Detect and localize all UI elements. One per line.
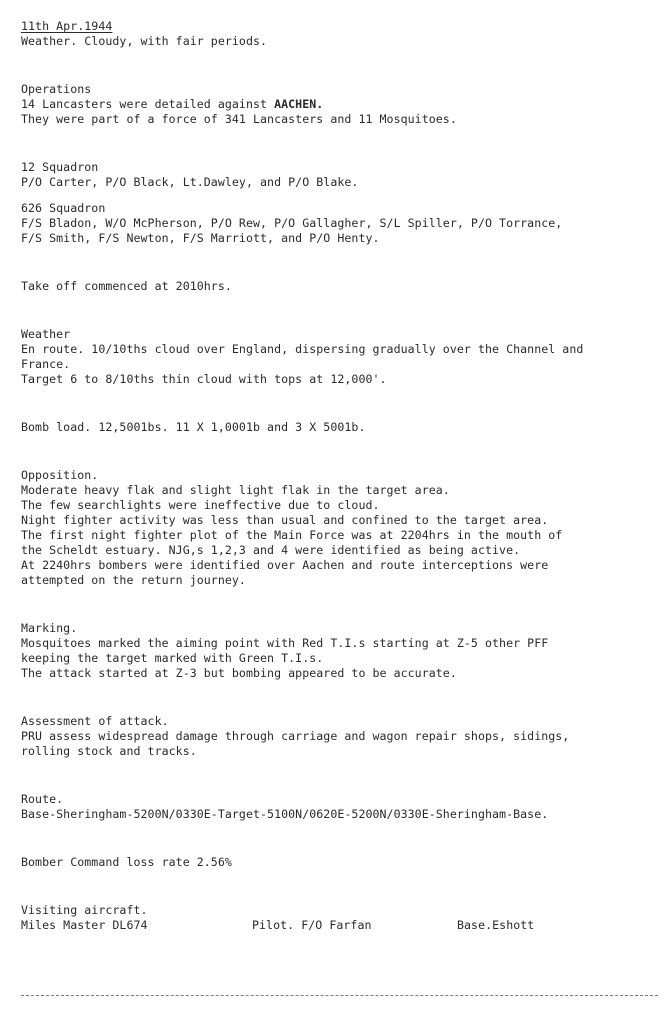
marking-section xyxy=(21,621,661,681)
opposition-line: At 2240hrs bombers were identified over Aachen and route interceptions were xyxy=(21,558,549,572)
squadron-626-section xyxy=(21,201,661,246)
assessment-line: rolling stock and tracks. xyxy=(21,744,197,758)
squadron-12-heading: 12 Squadron xyxy=(21,160,99,174)
route-heading: Route. xyxy=(21,792,64,806)
squadron-626-crews-1: F/S Bladon, W/O McPherson, P/O Rew, P/O Gallagher, S/L Spiller, P/O Torrance, xyxy=(21,216,563,230)
visiting-pilot: Pilot. F/O Farfan xyxy=(252,918,372,932)
operations-detail xyxy=(21,97,661,112)
route-section xyxy=(21,792,661,822)
bomb-load: Bomb load. 12,5001bs. 11 X 1,0001b and 3 X 5001b. xyxy=(21,420,366,434)
squadron-12-crews: P/O Carter, P/O Black, Lt.Dawley, and P/O Blake. xyxy=(21,175,359,189)
marking-line: The attack started at Z-3 but bombing appeared to be accurate. xyxy=(21,666,457,680)
weather-summary: Weather. Cloudy, with fair periods. xyxy=(21,34,268,48)
marking-heading: Marking. xyxy=(21,621,78,635)
diary-page xyxy=(21,19,661,933)
opposition-heading: Opposition. xyxy=(21,468,99,482)
assessment-section xyxy=(21,714,661,759)
opposition-line: Night fighter activity was less than usual and confined to the target area. xyxy=(21,513,549,527)
route-text: Base-Sheringham-5200N/0330E-Target-5100N/0620E-5200N/0330E-Sheringham-Base. xyxy=(21,807,549,821)
weather-line-3: Target 6 to 8/10ths thin cloud with tops at 12,000'. xyxy=(21,372,387,386)
squadron-626-heading: 626 Squadron xyxy=(21,201,106,215)
operations-prefix: 14 Lancasters were detailed against xyxy=(21,97,275,111)
marking-line: keeping the target marked with Green T.I.s. xyxy=(21,651,324,665)
loss-rate: Bomber Command loss rate 2.56% xyxy=(21,855,232,869)
weather-line-2: France. xyxy=(21,357,71,371)
opposition-line: the Scheldt estuary. NJG,s 1,2,3 and 4 were identified as being active. xyxy=(21,543,521,557)
weather-line-1: En route. 10/10ths cloud over England, dispersing gradually over the Channel and xyxy=(21,342,584,356)
entry-date: 11th Apr.1944 xyxy=(21,19,113,33)
assessment-heading: Assessment of attack. xyxy=(21,714,169,728)
squadron-12-section xyxy=(21,160,661,190)
operations-heading: Operations xyxy=(21,82,92,96)
weather-heading: Weather xyxy=(21,327,71,341)
opposition-line: attempted on the return journey. xyxy=(21,573,246,587)
visiting-heading: Visiting aircraft. xyxy=(21,903,148,917)
visiting-base: Base.Eshott xyxy=(457,918,535,932)
opposition-line: The first night fighter plot of the Main Force was at 2204hrs in the mouth of xyxy=(21,528,563,542)
operations-force: They were part of a force of 341 Lancasters and 11 Mosquitoes. xyxy=(21,112,457,126)
marking-line: Mosquitoes marked the aiming point with Red T.I.s starting at Z-5 other PFF xyxy=(21,636,549,650)
visiting-section xyxy=(21,903,661,933)
assessment-line: PRU assess widespread damage through carriage and wagon repair shops, sidings, xyxy=(21,729,570,743)
visiting-details xyxy=(21,918,661,933)
squadron-626-crews-2: F/S Smith, F/S Newton, F/S Marriott, and P/O Henty. xyxy=(21,231,380,245)
opposition-section xyxy=(21,468,661,588)
opposition-line: Moderate heavy flak and slight light flak in the target area. xyxy=(21,483,450,497)
operations-section xyxy=(21,82,661,127)
operations-target: AACHEN. xyxy=(274,97,324,111)
takeoff-time: Take off commenced at 2010hrs. xyxy=(21,279,232,293)
opposition-line: The few searchlights were ineffective due to cloud. xyxy=(21,498,380,512)
weather-section xyxy=(21,327,661,387)
page-divider xyxy=(21,995,658,996)
visiting-aircraft: Miles Master DL674 xyxy=(21,918,148,932)
